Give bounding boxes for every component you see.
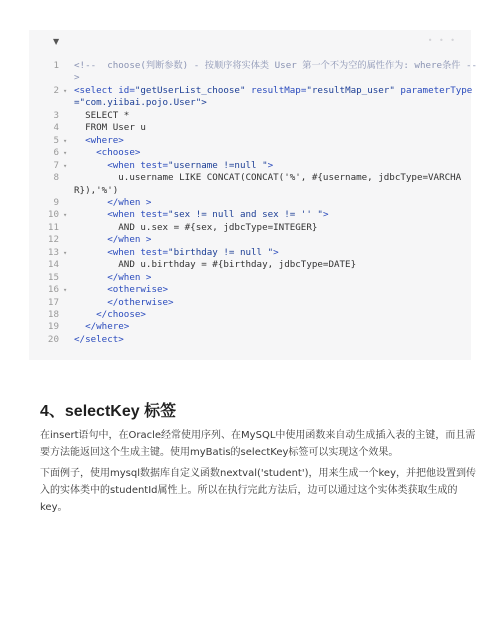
code-line bbox=[29, 122, 471, 134]
more-icon[interactable]: • • • bbox=[427, 36, 457, 45]
code-text: AND u.birthday = #{birthday, jdbcType=DATE} bbox=[74, 259, 357, 271]
paragraph-line: 下面例子，使用mysql数据库自定义函数nextval('student')，用来生成一个key，并把他设置到传 bbox=[40, 468, 477, 479]
fold-toggle-icon[interactable]: ▾ bbox=[63, 136, 68, 145]
code-line bbox=[29, 284, 471, 296]
code-text: <when test="birthday != null "> bbox=[74, 246, 279, 258]
code-text: AND u.sex = #{sex, jdbcType=INTEGER} bbox=[74, 221, 318, 233]
code-line bbox=[29, 209, 471, 221]
code-text: </choose> bbox=[74, 309, 146, 320]
line-number: 15 bbox=[47, 271, 59, 283]
line-number: 12 bbox=[47, 234, 59, 246]
paragraph-line: 入的实体类中的studentId属性上。所以在执行完此方法后，边可以通过这个实体类获取生成的 bbox=[40, 485, 458, 496]
code-text: </when > bbox=[74, 234, 152, 246]
code-text: R}),'%') bbox=[74, 184, 119, 196]
code-line bbox=[29, 172, 471, 184]
code-line bbox=[29, 334, 471, 346]
code-line bbox=[29, 85, 471, 97]
paragraph-insert-keys bbox=[40, 427, 476, 461]
code-line bbox=[29, 309, 471, 321]
paragraph-example bbox=[40, 465, 477, 516]
line-number: 8 bbox=[53, 172, 59, 184]
code-line bbox=[29, 197, 471, 209]
code-line bbox=[29, 247, 471, 259]
code-line bbox=[29, 60, 478, 72]
line-number: 7 bbox=[53, 159, 59, 171]
code-text: <choose> bbox=[74, 147, 141, 159]
line-number: 2 bbox=[53, 84, 59, 96]
code-text: <where> bbox=[74, 134, 124, 146]
line-number: 9 bbox=[53, 196, 59, 208]
code-text: u.username LIKE CONCAT(CONCAT('%', #{username, jdbcType=VARCHA bbox=[74, 172, 462, 184]
code-line bbox=[29, 72, 471, 84]
code-text: <select id="getUserList_choose" resultMap="resultMap_user" parameterType bbox=[74, 84, 473, 96]
code-line bbox=[29, 185, 471, 197]
paragraph-line: key。 bbox=[40, 502, 68, 513]
code-text: </otherwise> bbox=[74, 296, 174, 308]
code-text: FROM User u bbox=[74, 122, 146, 134]
code-text: </when > bbox=[74, 271, 152, 283]
line-number: 18 bbox=[47, 309, 59, 320]
line-number: 11 bbox=[47, 221, 59, 233]
code-line bbox=[29, 259, 471, 271]
line-number: 17 bbox=[47, 296, 59, 308]
code-line bbox=[29, 222, 471, 234]
code-line bbox=[29, 135, 471, 147]
section-heading: 4、selectKey 标签 bbox=[40, 403, 177, 420]
fold-toggle-icon[interactable]: ▾ bbox=[63, 286, 68, 295]
line-number: 3 bbox=[53, 109, 59, 121]
fold-toggle-icon[interactable]: ▾ bbox=[63, 211, 68, 220]
code-line bbox=[29, 321, 471, 333]
code-text: > bbox=[74, 72, 80, 84]
fold-toggle-icon[interactable]: ▾ bbox=[63, 149, 68, 158]
line-number: 1 bbox=[53, 60, 59, 71]
code-text: <otherwise> bbox=[74, 284, 169, 296]
code-line bbox=[29, 110, 471, 122]
code-text: ="com.yiibai.pojo.User"> bbox=[74, 97, 207, 109]
code-text: <!-- choose(判断参数) - 按顺序将实体类 User 第一个不为空的属性作为: where条件 -- bbox=[74, 60, 478, 71]
chevron-down-icon[interactable]: ▼ bbox=[53, 37, 60, 46]
code-text: <when test="username !=null "> bbox=[74, 159, 274, 171]
line-number: 14 bbox=[47, 259, 59, 271]
paragraph-line: 要方法能返回这个生成主键。使用myBatis的selectKey标签可以实现这个效果。 bbox=[40, 447, 399, 458]
code-text: <when test="sex != null and sex != '' "> bbox=[74, 209, 329, 221]
code-line bbox=[29, 147, 471, 159]
code-block bbox=[29, 30, 478, 360]
code-text: </when > bbox=[74, 196, 152, 208]
code-text: </where> bbox=[74, 321, 130, 333]
fold-toggle-icon[interactable]: ▾ bbox=[63, 86, 68, 95]
line-number: 16 bbox=[47, 284, 59, 296]
code-text: </select> bbox=[74, 333, 124, 345]
line-number: 5 bbox=[53, 134, 59, 146]
line-number: 6 bbox=[53, 147, 59, 159]
line-number: 13 bbox=[47, 246, 59, 258]
fold-toggle-icon[interactable]: ▾ bbox=[63, 248, 68, 257]
line-number: 10 bbox=[47, 209, 59, 221]
code-line bbox=[29, 272, 471, 284]
line-number: 4 bbox=[53, 122, 59, 134]
code-text: SELECT * bbox=[74, 109, 130, 121]
line-number: 19 bbox=[47, 321, 59, 333]
code-line bbox=[29, 97, 471, 109]
code-line bbox=[29, 234, 471, 246]
fold-toggle-icon[interactable]: ▾ bbox=[63, 161, 68, 170]
code-line bbox=[29, 160, 471, 172]
line-number: 20 bbox=[47, 333, 59, 345]
code-line bbox=[29, 297, 471, 309]
paragraph-line: 在insert语句中，在Oracle经常使用序列、在MySQL中使用函数来自动生成插入表的主键，而且需 bbox=[40, 430, 476, 441]
